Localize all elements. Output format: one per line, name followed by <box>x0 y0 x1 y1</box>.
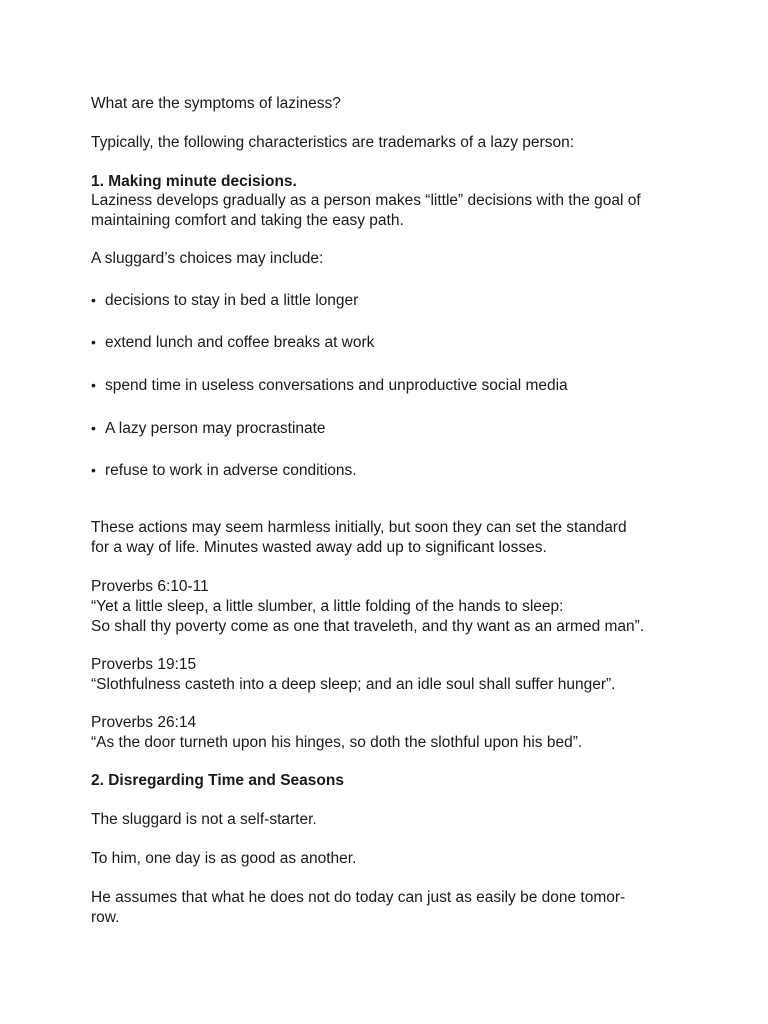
bullet-icon: • <box>91 334 96 350</box>
section2-paragraph <box>91 849 691 869</box>
section2-heading <box>91 771 691 791</box>
verse-line2: So shall thy poverty come as one that traveleth, and thy want as an armed man”. <box>91 618 645 635</box>
list-item-text: A lazy person may procrastinate <box>105 420 326 437</box>
verse-reference: Proverbs 19:15 <box>91 656 197 673</box>
intro-line: Typically, the following characteristics are trademarks of a lazy person: <box>91 134 574 151</box>
verse-line1: “Yet a little sleep, a little slumber, a little folding of the hands to sleep: <box>91 598 564 615</box>
verse-reference: Proverbs 26:14 <box>91 714 197 731</box>
section1-heading <box>91 172 691 192</box>
question-line: What are the symptoms of laziness? <box>91 95 341 112</box>
list-item <box>91 375 568 396</box>
choices-intro-text: A sluggard’s choices may include: <box>91 250 324 267</box>
section1-body-line1: Laziness develops gradually as a person makes “little” decisions with the goal of <box>91 192 641 209</box>
list-item <box>91 332 374 353</box>
section2-p3-line2: row. <box>91 909 120 926</box>
section1-heading-text: 1. Making minute decisions. <box>91 173 297 190</box>
bullet-icon: • <box>91 377 96 393</box>
bullet-icon: • <box>91 292 96 308</box>
section2-paragraph <box>91 888 691 928</box>
section2-p2-text: To him, one day is as good as another. <box>91 850 357 867</box>
section2-p3-line1: He assumes that what he does not do today can just as easily be done tomor- <box>91 889 626 906</box>
verse-block <box>91 655 691 695</box>
intro-text <box>91 133 691 153</box>
bullet-icon: • <box>91 420 96 436</box>
question-text <box>91 94 691 114</box>
list-item <box>91 460 357 481</box>
verse-block <box>91 713 691 753</box>
choices-intro <box>91 249 691 269</box>
verse-line1: “As the door turneth upon his hinges, so doth the slothful upon his bed”. <box>91 734 583 751</box>
section1-body-line2: maintaining comfort and taking the easy path. <box>91 212 404 229</box>
summary-paragraph <box>91 518 691 558</box>
section2-heading-text: 2. Disregarding Time and Seasons <box>91 772 344 789</box>
list-item-text: extend lunch and coffee breaks at work <box>105 334 375 351</box>
list-item <box>91 418 326 439</box>
summary-line1: These actions may seem harmless initially, but soon they can set the standard <box>91 519 627 536</box>
verse-line1: “Slothfulness casteth into a deep sleep; and an idle soul shall suffer hunger”. <box>91 676 616 693</box>
list-item <box>91 290 358 311</box>
list-item-text: decisions to stay in bed a little longer <box>105 292 359 309</box>
bullet-icon: • <box>91 462 96 478</box>
list-item-text: refuse to work in adverse conditions. <box>105 462 357 479</box>
section2-p1-text: The sluggard is not a self-starter. <box>91 811 317 828</box>
section1-body <box>91 191 691 231</box>
verse-reference: Proverbs 6:10-11 <box>91 578 209 595</box>
verse-block <box>91 577 691 637</box>
section2-paragraph <box>91 810 691 830</box>
summary-line2: for a way of life. Minutes wasted away add up to significant losses. <box>91 539 547 556</box>
list-item-text: spend time in useless conversations and unproductive social media <box>105 377 568 394</box>
